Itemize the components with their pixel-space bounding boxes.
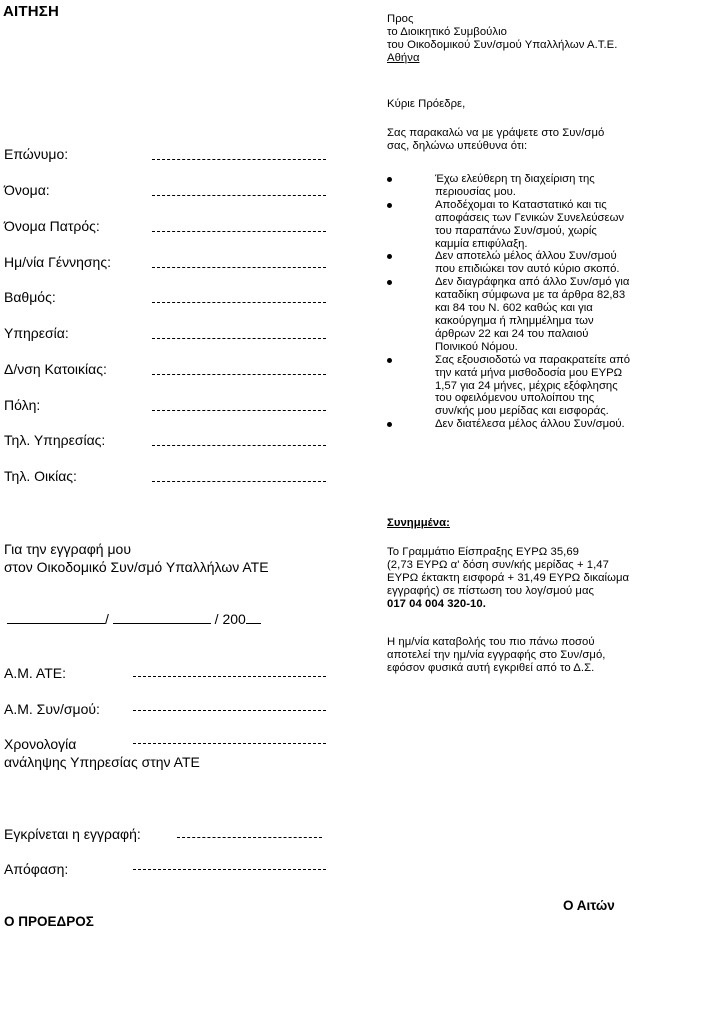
decision-label: Απόφαση: bbox=[4, 861, 69, 877]
declaration-line: Δεν διατέλεσα μέλος άλλου Συν/σμού. bbox=[435, 418, 625, 431]
bullet-icon bbox=[387, 203, 392, 208]
attachments-text bbox=[387, 546, 687, 611]
field-label-name: Όνομα: bbox=[4, 182, 50, 198]
am-ate-line[interactable] bbox=[133, 676, 326, 677]
field-label-father-name: Όνομα Πατρός: bbox=[4, 218, 100, 234]
attachments-line-1: Το Γραμμάτιο Είσπραξης ΕΥΡΩ 35,69 bbox=[387, 546, 580, 558]
date-year-prefix: / 200 bbox=[214, 611, 246, 627]
declaration-line: αποφάσεις των Γενικών Συνελεύσεων bbox=[435, 211, 625, 224]
field-label-rank: Βαθμός: bbox=[4, 289, 56, 305]
page-title: ΑΙΤΗΣΗ bbox=[3, 3, 60, 20]
field-line-birth-date[interactable] bbox=[152, 267, 326, 268]
declaration-line: του οφειλόμενου υπολοίπου της bbox=[435, 392, 595, 405]
date-line bbox=[7, 610, 261, 627]
approval-label: Εγκρίνεται η εγγραφή: bbox=[4, 826, 141, 842]
payment-note bbox=[387, 636, 687, 675]
approval-line[interactable] bbox=[177, 837, 322, 838]
declaration-line: Αποδέχομαι το Καταστατικό και τις bbox=[435, 198, 607, 211]
addressee-line-3: του Οικοδομικού Συν/σμού Υπαλλήλων Α.Τ.Ε. bbox=[387, 38, 618, 51]
payment-note-line-1: Η ημ/νία καταβολής του πιο πάνω ποσού bbox=[387, 636, 595, 648]
attachments-heading: Συνημμένα: bbox=[387, 517, 450, 529]
field-line-father-name[interactable] bbox=[152, 231, 326, 232]
applicant-signature-label: Ο Αιτών bbox=[563, 898, 615, 913]
field-line-service[interactable] bbox=[152, 338, 326, 339]
field-label-city: Πόλη: bbox=[4, 397, 41, 413]
field-label-home-phone: Τηλ. Οικίας: bbox=[4, 468, 77, 484]
decision-line[interactable] bbox=[133, 869, 326, 870]
field-line-name[interactable] bbox=[152, 195, 326, 196]
declaration-item bbox=[387, 418, 687, 431]
field-line-home-phone[interactable] bbox=[152, 481, 326, 482]
greeting: Κύριε Πρόεδρε, bbox=[387, 98, 466, 110]
am-ate-label: Α.Μ. ΑΤΕ: bbox=[4, 665, 66, 681]
chronology-label-1: Χρονολογία bbox=[4, 736, 77, 752]
field-line-work-phone[interactable] bbox=[152, 445, 326, 446]
addressee-line-1: Προς bbox=[387, 13, 414, 25]
declarations-list bbox=[387, 173, 687, 431]
am-syn-line[interactable] bbox=[133, 710, 326, 711]
declaration-line: Δεν αποτελώ μέλος άλλου Συν/σμού bbox=[435, 250, 617, 263]
date-separator: / bbox=[105, 611, 109, 627]
declaration-line: περιουσίας μου. bbox=[435, 185, 516, 198]
declaration-line: κακούργημα ή πλημμέλημα των bbox=[435, 314, 594, 327]
registration-line-2: στον Οικοδομικό Συν/σμό Υπαλλήλων ΑΤΕ bbox=[4, 559, 269, 575]
bullet-icon bbox=[387, 422, 392, 427]
account-number: 017 04 004 320-10. bbox=[387, 597, 486, 610]
addressee-line-2: το Διοικητικό Συμβούλιο bbox=[387, 25, 508, 38]
bullet-icon bbox=[387, 254, 392, 259]
field-line-city[interactable] bbox=[152, 410, 326, 411]
attachments-line-3: ΕΥΡΩ έκτακτη εισφορά + 31,49 ΕΥΡΩ δικαίωμα bbox=[387, 571, 630, 584]
declaration-item bbox=[387, 250, 687, 276]
date-blank-month[interactable] bbox=[113, 610, 211, 624]
declaration-line: καμμία επιφύλαξη. bbox=[435, 237, 528, 250]
declaration-line: Σας εξουσιοδοτώ να παρακρατείτε από bbox=[435, 353, 631, 366]
attachments-line-2: (2,73 ΕΥΡΩ α' δόση συν/κής μερίδας + 1,47 bbox=[387, 558, 609, 571]
attachments-line-4: εγγραφής) σε πίστωση του λογ/σμού μας bbox=[387, 584, 595, 597]
field-label-surname: Επώνυμο: bbox=[4, 146, 69, 162]
addressee-block bbox=[387, 13, 687, 65]
declaration-line: άρθρων 22 και 24 του παλαιού bbox=[435, 327, 589, 340]
bullet-icon bbox=[387, 177, 392, 182]
request-text bbox=[387, 127, 687, 153]
field-label-work-phone: Τηλ. Υπηρεσίας: bbox=[4, 432, 106, 448]
bullet-icon bbox=[387, 280, 392, 285]
declaration-line: που επιδιώκει τον αυτό κύριο σκοπό. bbox=[435, 263, 620, 276]
declaration-line: Δεν διαγράφηκα από άλλο Συν/σμό για bbox=[435, 276, 630, 289]
declaration-line: την κατά μήνα μισθοδοσία μου ΕΥΡΩ bbox=[435, 366, 623, 379]
declaration-item bbox=[387, 199, 687, 251]
declaration-item bbox=[387, 173, 687, 199]
declaration-line: 1,57 για 24 μήνες, μέχρις εξόφλησης bbox=[435, 379, 618, 392]
declaration-line: Έχω ελεύθερη τη διαχείριση της bbox=[435, 173, 595, 185]
declaration-item bbox=[387, 354, 687, 419]
am-syn-label: Α.Μ. Συν/σμού: bbox=[4, 701, 100, 717]
declaration-line: συν/κής μου μερίδας και εισφοράς. bbox=[435, 405, 609, 418]
field-label-address: Δ/νση Κατοικίας: bbox=[4, 361, 107, 377]
president-signature-label: Ο ΠΡΟΕΔΡΟΣ bbox=[4, 914, 94, 929]
request-line-1: Σας παρακαλώ να με γράψετε στο Συν/σμό bbox=[387, 127, 605, 139]
chronology-line[interactable] bbox=[133, 743, 326, 744]
declaration-item bbox=[387, 276, 687, 353]
field-label-birth-date: Ημ/νία Γέννησης: bbox=[4, 254, 111, 270]
field-label-service: Υπηρεσία: bbox=[4, 325, 69, 341]
request-line-2: σας, δηλώνω υπεύθυνα ότι: bbox=[387, 139, 528, 152]
declaration-line: και 84 του Ν. 602 καθώς και για bbox=[435, 302, 593, 315]
date-blank-year[interactable] bbox=[246, 610, 261, 624]
field-line-surname[interactable] bbox=[152, 159, 326, 160]
declaration-line: του παραπάνω Συν/σμού, χωρίς bbox=[435, 224, 597, 237]
bullet-icon bbox=[387, 358, 392, 363]
date-blank-day[interactable] bbox=[7, 610, 105, 624]
payment-note-line-3: εφόσον φυσικά αυτή εγκριθεί από το Δ.Σ. bbox=[387, 661, 595, 674]
addressee-city: Αθήνα bbox=[387, 51, 420, 64]
chronology-label-2: ανάληψης Υπηρεσίας στην ΑΤΕ bbox=[4, 754, 200, 770]
declaration-line: καταδίκη σύμφωνα με τα άρθρα 82,83 bbox=[435, 289, 626, 302]
registration-line-1: Για την εγγραφή μου bbox=[4, 541, 131, 557]
declaration-line: Ποινικού Νόμου. bbox=[435, 340, 518, 353]
field-line-address[interactable] bbox=[152, 374, 326, 375]
field-line-rank[interactable] bbox=[152, 302, 326, 303]
payment-note-line-2: αποτελεί την ημ/νία εγγραφής στο Συν/σμό, bbox=[387, 648, 606, 661]
